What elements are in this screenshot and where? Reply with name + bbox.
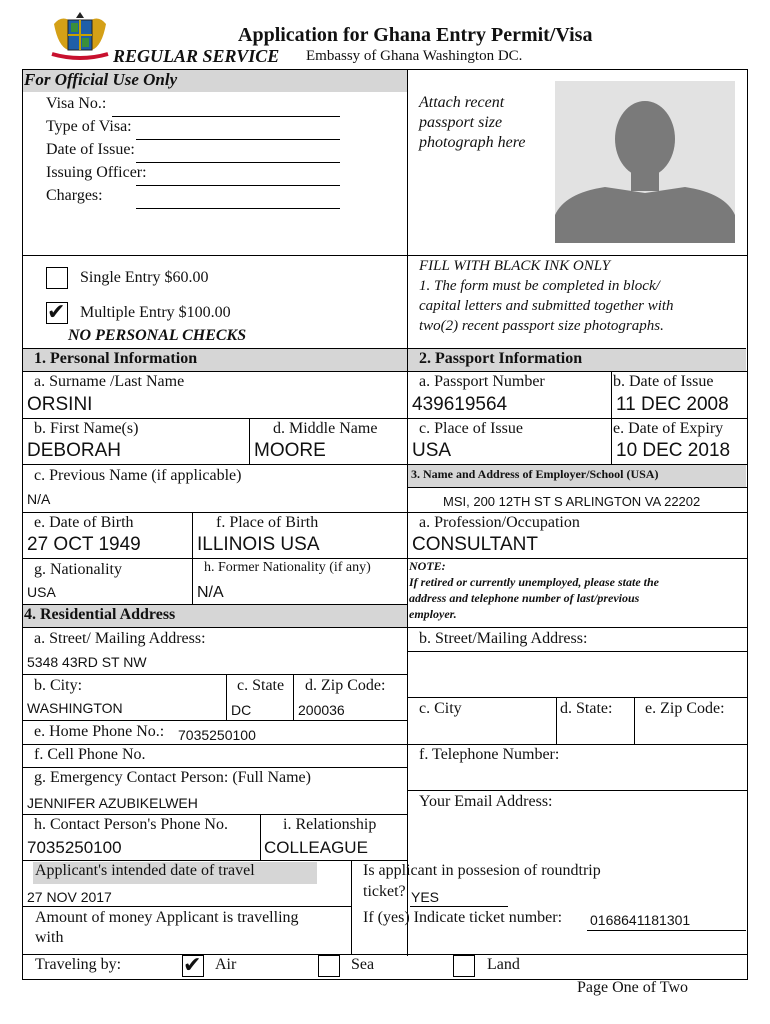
divider xyxy=(22,767,408,768)
single-entry-label: Single Entry $60.00 xyxy=(80,269,209,286)
issue-date-field[interactable] xyxy=(136,162,340,163)
instruction-text: FILL WITH BLACK INK ONLY xyxy=(419,258,611,274)
res-street-label: a. Street/ Mailing Address: xyxy=(34,630,206,647)
nationality-value[interactable]: USA xyxy=(27,584,56,600)
issuing-officer-field[interactable] xyxy=(136,185,340,186)
divider xyxy=(22,954,747,955)
employer-heading: 3. Name and Address of Employer/School (USA) xyxy=(411,467,659,481)
previous-name-label: c. Previous Name (if applicable) xyxy=(34,467,242,484)
surname-label: a. Surname /Last Name xyxy=(34,373,185,390)
divider xyxy=(407,70,408,956)
divider xyxy=(22,464,408,465)
divider xyxy=(22,674,408,675)
pob-value[interactable]: ILLINOIS USA xyxy=(197,534,320,555)
divider xyxy=(407,697,747,698)
passport-place-label: c. Place of Issue xyxy=(419,420,523,437)
emergency-contact-value[interactable]: JENNIFER AZUBIKELWEH xyxy=(27,795,198,811)
person-silhouette-icon xyxy=(555,81,735,243)
note-text: NOTE: xyxy=(409,559,446,573)
visa-no-label: Visa No.: xyxy=(46,95,107,112)
passport-photo[interactable] xyxy=(555,81,735,243)
travel-date-value[interactable]: 27 NOV 2017 xyxy=(27,889,112,905)
divider xyxy=(22,512,408,513)
passport-issue-value[interactable]: 11 DEC 2008 xyxy=(616,394,729,415)
pob-label: f. Place of Birth xyxy=(216,514,319,531)
sea-checkbox[interactable] xyxy=(318,955,340,977)
note-text: If retired or currently unemployed, please state the xyxy=(409,575,659,589)
divider xyxy=(407,487,747,488)
dob-label: e. Date of Birth xyxy=(34,514,134,531)
land-checkbox[interactable] xyxy=(453,955,475,977)
embassy-label: Embassy of Ghana Washington DC. xyxy=(306,48,523,64)
passport-issue-label: b. Date of Issue xyxy=(613,373,714,390)
multiple-entry-checkbox[interactable] xyxy=(46,302,68,324)
divider xyxy=(351,860,352,954)
previous-name-value[interactable]: N/A xyxy=(27,491,51,507)
passport-number-label: a. Passport Number xyxy=(419,373,545,390)
divider xyxy=(22,744,408,745)
divider xyxy=(22,255,747,256)
passport-expiry-label: e. Date of Expiry xyxy=(613,420,724,437)
divider xyxy=(293,674,294,720)
surname-value[interactable]: ORSINI xyxy=(27,394,93,415)
passport-info-heading: 2. Passport Information xyxy=(419,350,583,367)
contact-phone-value[interactable]: 7035250100 xyxy=(27,838,122,857)
issuing-officer-label: Issuing Officer: xyxy=(46,164,147,181)
former-nationality-value[interactable]: N/A xyxy=(197,584,224,601)
official-use-heading: For Official Use Only xyxy=(24,70,178,89)
emergency-contact-label: g. Emergency Contact Person: (Full Name) xyxy=(34,769,311,786)
checkmark-icon: ✔ xyxy=(183,953,202,978)
nationality-label: g. Nationality xyxy=(34,561,122,578)
middle-name-value[interactable]: MOORE xyxy=(254,440,326,461)
email-label: Your Email Address: xyxy=(419,793,553,810)
air-label: Air xyxy=(215,956,237,973)
divider xyxy=(260,814,261,860)
first-name-value[interactable]: DEBORAH xyxy=(27,440,121,461)
money-label: Amount of money Applicant is travelling xyxy=(35,909,299,926)
divider xyxy=(407,418,747,419)
res-zip-value[interactable]: 200036 xyxy=(298,702,345,718)
page-title: Application for Ghana Entry Permit/Visa xyxy=(238,24,593,46)
divider xyxy=(407,627,747,628)
res-state-value[interactable]: DC xyxy=(231,702,252,718)
note-text: employer. xyxy=(409,607,457,621)
divider xyxy=(556,697,557,744)
cell-phone-label: f. Cell Phone No. xyxy=(34,746,146,763)
res-street-value[interactable]: 5348 43RD ST NW xyxy=(27,654,147,670)
visa-no-field[interactable] xyxy=(112,116,340,117)
money-label: with xyxy=(35,929,64,946)
instruction-text: two(2) recent passport size photographs. xyxy=(419,318,664,334)
instruction-text: 1. The form must be completed in block/ xyxy=(419,278,660,294)
res-state-label: c. State xyxy=(237,677,285,694)
divider xyxy=(22,371,747,372)
divider xyxy=(249,418,250,464)
divider xyxy=(22,906,352,907)
employer-zip-label: e. Zip Code: xyxy=(645,700,725,717)
checkmark-icon: ✔ xyxy=(47,300,66,325)
roundtrip-label: Is applicant in possesion of roundtrip xyxy=(363,862,601,879)
divider xyxy=(22,558,408,559)
res-city-label: b. City: xyxy=(34,677,83,694)
ticket-number-label: If (yes) Indicate ticket number: xyxy=(363,909,563,926)
passport-number-value[interactable]: 439619564 xyxy=(412,394,508,415)
divider xyxy=(22,418,408,419)
divider xyxy=(407,512,747,513)
note-text: address and telephone number of last/previous xyxy=(409,591,640,605)
instruction-text: capital letters and submitted together with xyxy=(419,298,674,314)
middle-name-label: d. Middle Name xyxy=(273,420,378,437)
travel-date-label: Applicant's intended date of travel xyxy=(35,862,255,879)
visa-type-label: Type of Visa: xyxy=(46,118,132,135)
divider xyxy=(226,674,227,720)
roundtrip-value[interactable]: YES xyxy=(411,889,440,905)
passport-place-value[interactable]: USA xyxy=(412,440,452,461)
employer-address-value[interactable]: MSI, 200 12TH ST S ARLINGTON VA 22202 xyxy=(443,494,701,509)
res-city-value[interactable]: WASHINGTON xyxy=(27,700,123,716)
charges-label: Charges: xyxy=(46,187,103,204)
divider xyxy=(22,720,408,721)
profession-value[interactable]: CONSULTANT xyxy=(412,534,538,555)
divider xyxy=(634,697,635,744)
employer-street-label: b. Street/Mailing Address: xyxy=(419,630,588,647)
ticket-number-field xyxy=(587,930,746,931)
employer-telephone-label: f. Telephone Number: xyxy=(419,746,560,763)
issue-date-label: Date of Issue: xyxy=(46,141,135,158)
single-entry-checkbox[interactable] xyxy=(46,267,68,289)
contact-phone-label: h. Contact Person's Phone No. xyxy=(34,816,228,833)
divider xyxy=(407,744,747,745)
no-checks-notice: NO PERSONAL CHECKS xyxy=(68,327,247,344)
home-phone-value[interactable]: 7035250100 xyxy=(178,727,256,743)
visa-type-field[interactable] xyxy=(136,139,340,140)
photo-caption: photograph here xyxy=(419,134,526,151)
sea-label: Sea xyxy=(351,956,375,973)
divider xyxy=(22,814,408,815)
employer-city-label: c. City xyxy=(419,700,462,717)
roundtrip-field xyxy=(410,906,508,907)
page-indicator: Page One of Two xyxy=(577,979,689,996)
employer-state-label: d. State: xyxy=(560,700,613,717)
air-checkbox[interactable] xyxy=(182,955,204,977)
roundtrip-label: ticket? xyxy=(363,883,406,900)
multiple-entry-label: Multiple Entry $100.00 xyxy=(80,304,231,321)
divider xyxy=(407,790,747,791)
divider xyxy=(407,651,747,652)
personal-info-heading: 1. Personal Information xyxy=(34,350,198,367)
former-nationality-label: h. Former Nationality (if any) xyxy=(204,560,371,575)
home-phone-label: e. Home Phone No.: xyxy=(34,723,165,740)
divider xyxy=(22,627,408,628)
passport-expiry-value[interactable]: 10 DEC 2018 xyxy=(616,440,731,461)
traveling-by-label: Traveling by: xyxy=(35,956,122,973)
residential-heading: 4. Residential Address xyxy=(24,606,176,623)
charges-field[interactable] xyxy=(136,208,340,209)
land-label: Land xyxy=(487,956,520,973)
relationship-label: i. Relationship xyxy=(283,816,377,833)
service-type: REGULAR SERVICE xyxy=(113,46,280,66)
relationship-value[interactable]: COLLEAGUE xyxy=(264,838,368,857)
divider xyxy=(407,558,747,559)
profession-label: a. Profession/Occupation xyxy=(419,514,580,531)
dob-value[interactable]: 27 OCT 1949 xyxy=(27,534,141,555)
ticket-number-value[interactable]: 0168641181301 xyxy=(590,912,691,928)
photo-caption: Attach recent xyxy=(419,94,505,111)
photo-caption: passport size xyxy=(419,114,503,131)
ghana-coat-of-arms-icon xyxy=(44,10,116,62)
res-zip-label: d. Zip Code: xyxy=(305,677,386,694)
first-name-label: b. First Name(s) xyxy=(34,420,139,437)
